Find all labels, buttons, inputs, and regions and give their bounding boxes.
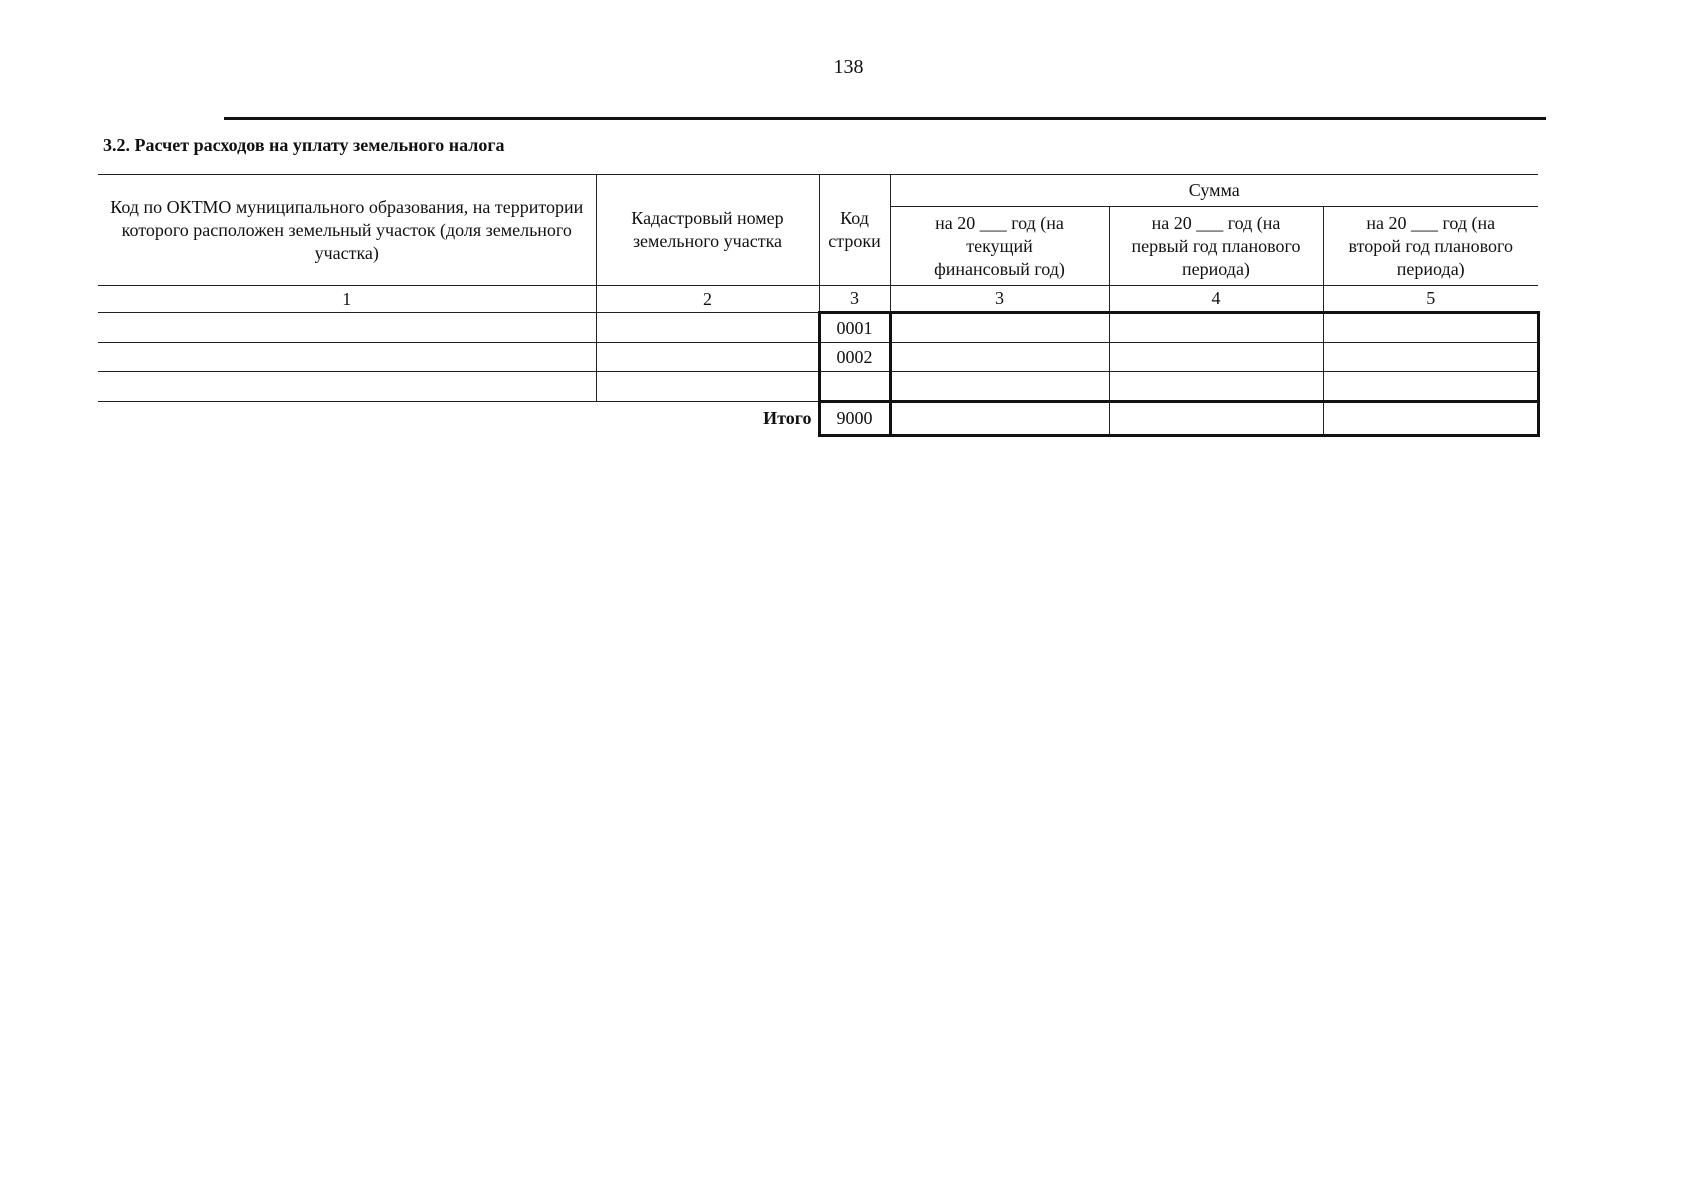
total-code-cell: 9000 bbox=[819, 402, 890, 436]
header-oktmo-text: Код по ОКТМО муниципального образования, на территории которого расположен земельный участок (доля земельного участка) bbox=[110, 196, 584, 263]
sum-first-cell[interactable] bbox=[1109, 343, 1323, 372]
header-year-current-text: на 20 ___ год (на текущий финансовый год) bbox=[934, 212, 1065, 279]
top-rule bbox=[224, 117, 1546, 120]
total-first-cell[interactable] bbox=[1109, 402, 1323, 436]
table-row bbox=[98, 343, 1538, 372]
header-sum-text: Сумма bbox=[1188, 180, 1240, 200]
column-number: 1 bbox=[98, 286, 596, 313]
oktmo-cell[interactable] bbox=[98, 372, 596, 402]
column-number: 2 bbox=[596, 286, 819, 313]
sum-first-cell[interactable] bbox=[1109, 372, 1323, 402]
header-year-first bbox=[1109, 207, 1323, 286]
sum-current-cell[interactable] bbox=[890, 372, 1109, 402]
table-row bbox=[98, 372, 1538, 402]
table-row bbox=[98, 313, 1538, 343]
header-cadastral bbox=[596, 175, 819, 286]
column-number: 4 bbox=[1109, 286, 1323, 313]
header-row-code bbox=[819, 175, 890, 286]
sum-current-cell[interactable] bbox=[890, 343, 1109, 372]
sum-current-cell[interactable] bbox=[890, 313, 1109, 343]
section-title: 3.2. Расчет расходов на уплату земельного налога bbox=[103, 135, 505, 155]
row-code-cell: 0002 bbox=[819, 343, 890, 372]
sum-second-cell[interactable] bbox=[1323, 313, 1538, 343]
header-year-second-text: на 20 ___ год (на второй год планового периода) bbox=[1348, 212, 1513, 279]
page-number: 138 bbox=[833, 56, 864, 78]
header-year-current bbox=[890, 207, 1109, 286]
header-sum bbox=[890, 175, 1538, 207]
sum-second-cell[interactable] bbox=[1323, 343, 1538, 372]
cadastral-cell[interactable] bbox=[596, 372, 819, 402]
header-cadastral-text: Кадастровый номер земельного участка bbox=[631, 208, 784, 251]
column-number: 3 bbox=[819, 286, 890, 313]
header-oktmo bbox=[98, 175, 596, 286]
sum-second-cell[interactable] bbox=[1323, 372, 1538, 402]
total-label: Итого bbox=[763, 408, 812, 429]
total-row bbox=[98, 402, 1538, 436]
cadastral-cell[interactable] bbox=[596, 343, 819, 372]
oktmo-cell[interactable] bbox=[98, 313, 596, 343]
cadastral-cell[interactable] bbox=[596, 313, 819, 343]
column-number: 3 bbox=[890, 286, 1109, 313]
header-row bbox=[98, 175, 1538, 207]
oktmo-cell[interactable] bbox=[98, 343, 596, 372]
total-current-cell[interactable] bbox=[890, 402, 1109, 436]
column-number: 5 bbox=[1323, 286, 1538, 313]
header-row-code-text: Код строки bbox=[828, 208, 881, 251]
sum-first-cell[interactable] bbox=[1109, 313, 1323, 343]
total-second-cell[interactable] bbox=[1323, 402, 1538, 436]
row-code-cell bbox=[819, 372, 890, 402]
row-code-cell: 0001 bbox=[819, 313, 890, 343]
land-tax-table bbox=[98, 174, 1540, 437]
column-numbers-row bbox=[98, 286, 1538, 313]
header-year-first-text: на 20 ___ год (на первый год планового периода) bbox=[1131, 212, 1301, 279]
header-year-second bbox=[1323, 207, 1538, 286]
